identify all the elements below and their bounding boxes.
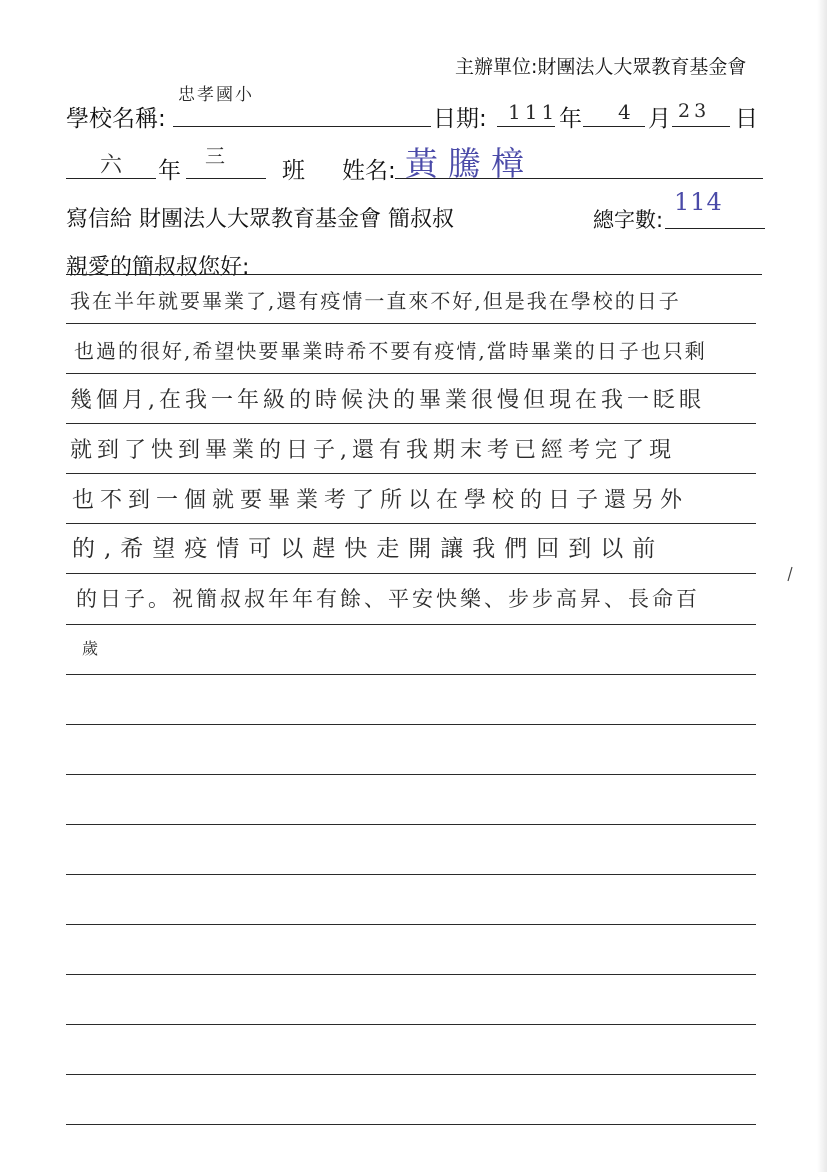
organizer-text: 主辦單位:財團法人大眾教育基金會 xyxy=(455,56,747,78)
writing-rule xyxy=(66,573,756,574)
day-underline xyxy=(672,126,730,127)
date-month: 4 xyxy=(618,100,635,124)
writing-rule xyxy=(66,1024,756,1025)
writing-rule xyxy=(66,924,756,925)
name-value: 黃騰樟 xyxy=(405,144,534,183)
word-count-value: 114 xyxy=(674,188,723,216)
pen-mark xyxy=(785,565,795,585)
writing-rule xyxy=(66,874,756,875)
name-label: 姓名: xyxy=(342,158,396,184)
day-label: 日 xyxy=(735,106,758,132)
letter-to-line: 寫信給 財團法人大眾教育基金會 簡叔叔 xyxy=(66,207,454,232)
letter-line: 我在半年就要畢業了,還有疫情一直來不好,但是我在學校的日子 xyxy=(70,289,681,313)
writing-rule xyxy=(66,674,756,675)
word-count-label: 總字數: xyxy=(593,208,664,232)
grade-underline xyxy=(66,178,156,179)
letter-line: 歲 xyxy=(82,639,99,658)
word-count-underline xyxy=(665,228,765,229)
writing-rule xyxy=(66,523,756,524)
writing-rule xyxy=(66,473,756,474)
year-underline xyxy=(497,126,555,127)
letter-line: 也過的很好,希望快要畢業時希不要有疫情,當時畢業的日子也只剩 xyxy=(74,339,707,363)
writing-rule xyxy=(66,724,756,725)
letter-line: 的,希望疫情可以趕快走開讓我們回到以前 xyxy=(72,536,665,562)
writing-rule xyxy=(66,824,756,825)
writing-rule xyxy=(66,1074,756,1075)
writing-rule xyxy=(66,774,756,775)
writing-rule xyxy=(66,373,756,374)
month-underline xyxy=(583,126,645,127)
scan-edge xyxy=(817,0,827,1172)
letter-line: 幾個月,在我一年級的時候決的畢業很慢但現在我一眨眼 xyxy=(70,388,705,413)
school-label: 學校名稱: xyxy=(66,106,166,132)
grade-label: 年 xyxy=(158,158,181,184)
school-value: 忠孝國小 xyxy=(178,85,254,105)
date-day: 23 xyxy=(678,100,711,122)
month-label: 月 xyxy=(648,106,671,132)
class-label: 班 xyxy=(282,158,305,184)
writing-rule xyxy=(66,423,756,424)
grade-value: 六 xyxy=(100,153,127,178)
writing-rule xyxy=(66,323,756,324)
writing-rule xyxy=(66,1124,756,1125)
date-label: 日期: xyxy=(433,106,487,132)
writing-rule xyxy=(66,624,756,625)
letter-line: 就到了快到畢業的日子,還有我期末考已經考完了現 xyxy=(70,438,676,463)
school-underline xyxy=(173,126,431,127)
greeting: 親愛的簡叔叔您好: xyxy=(66,255,250,280)
year-label: 年 xyxy=(559,106,582,132)
name-underline xyxy=(395,178,763,179)
class-value: 三 xyxy=(205,144,229,168)
letter-line: 的日子。祝簡叔叔年年有餘、平安快樂、步步高昇、長命百 xyxy=(76,587,700,611)
date-year: 111 xyxy=(508,100,559,124)
letter-line: 也不到一個就要畢業考了所以在學校的日子還另外 xyxy=(72,488,689,513)
class-underline xyxy=(186,178,266,179)
writing-rule xyxy=(66,974,756,975)
greeting-underline xyxy=(66,274,762,275)
